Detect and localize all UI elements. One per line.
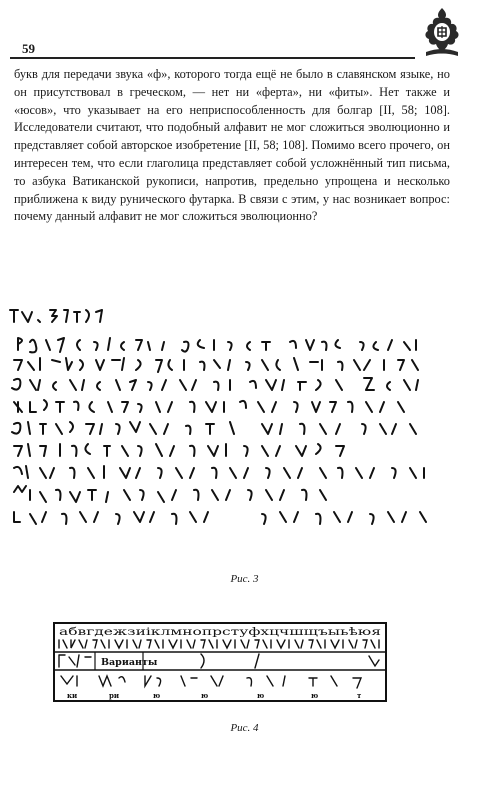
subscript-label: ю xyxy=(153,691,161,700)
page-number: 59 xyxy=(22,41,35,56)
figure-4-caption: Рис. 4 xyxy=(230,722,259,734)
figure-3-caption: Рис. 3 xyxy=(230,573,259,585)
alphabet-row: абвгдежзиіклмнопрстуфхцчшщъыьѣюя xyxy=(59,627,381,638)
subscript-label: ки xyxy=(67,691,78,700)
body-paragraph: букв для передачи звука «ф», которого тогда ещё не было в славянском языке, но он присутствовал в греческом, — нет ни «ферта», ни «фиты». Нет также и «юсов», что указывает на его неприспособленность для болгар [II, 58; 108]. Исследователи считают, что подобный алфавит не мог сложиться эволюционно и представляет собой авторское изобретение [II, 58; 108]. Помимо всего прочего, он интересен тем, что если глаголица представляет собой усложнённый тип письма, то азбука Ватиканской рукописи, напротив, предельно упрощена и несколько приближена к виду рунического футарка. В связи с этим, у нас возникает вопрос: почему данный алфавит не мог сложиться эволюционно? xyxy=(14,67,450,224)
subscript-label: ри xyxy=(109,691,120,700)
header-rule xyxy=(10,57,415,59)
subscript-label: ю xyxy=(257,691,265,700)
subscript-label: ю xyxy=(311,691,319,700)
subscript-label: т xyxy=(357,691,362,700)
subscript-label: ю xyxy=(201,691,209,700)
page-header xyxy=(10,30,472,65)
ornament-emblem-icon xyxy=(420,6,464,58)
figure-4-alphabet-table xyxy=(53,622,387,702)
figure-3-manuscript-image xyxy=(0,298,470,560)
variants-label: Варианты xyxy=(101,657,158,668)
